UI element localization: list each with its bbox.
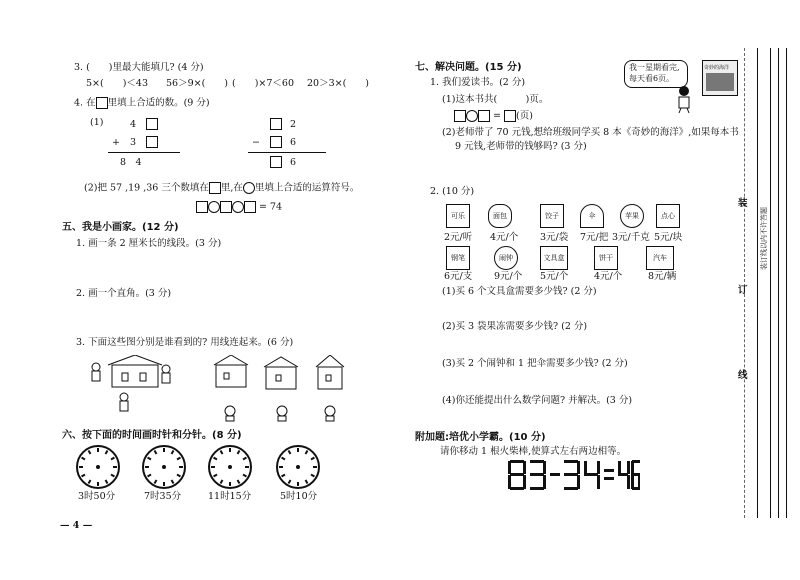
sec7-q1-2a: (2)老师带了 70 元钱,想给班级同学买 8 本《奇妙的海洋》,如果每本书: [442, 127, 739, 138]
binding-char-1: 装: [738, 198, 748, 209]
pencil-case-icon: 文具盒: [540, 246, 568, 270]
section-5-title: 五、我是小画家。(12 分): [62, 222, 179, 233]
observation-pictures: [88, 355, 388, 425]
calc1-row1: 4: [130, 119, 137, 130]
calc2-rule: [248, 152, 326, 153]
price-row2-5: 8元/辆: [648, 271, 677, 282]
cut-line: [744, 48, 746, 518]
biscuit-icon: 饼干: [594, 246, 618, 270]
sec7-q2: 2. (10 分): [430, 186, 475, 197]
sec7-q1: 1. 我们爱读书。(2 分): [430, 77, 526, 88]
calc2-row1: 2: [290, 119, 297, 130]
section-6-title: 六、按下面的时间画时针和分针。(8 分): [62, 430, 242, 441]
calc1-result: 8 4: [120, 157, 142, 168]
binding-line-2: [770, 48, 771, 518]
child-head-icon: [325, 406, 335, 421]
calc2-box3[interactable]: [270, 156, 282, 168]
binding-note: 装订线以内不许答题: [760, 207, 768, 270]
extra-line: 请你移动 1 根火柴棒,使算式左右两边相等。: [440, 446, 627, 457]
section-7-title: 七、解决问题。(15 分): [415, 62, 522, 73]
child-head-icon: [225, 406, 235, 421]
apple-icon: 苹果: [620, 204, 644, 228]
calc2-box1[interactable]: [270, 118, 282, 130]
binding-line-1: [757, 48, 758, 518]
umbrella-icon: 伞: [580, 204, 604, 228]
sec7-q2-sub1: (1)买 6 个文具盒需要多少钱? (2 分): [442, 286, 597, 297]
reading-child-icon: [672, 84, 698, 114]
q3-item-b: 56＞9×( ): [166, 78, 229, 89]
q4-line: 4. 在 里填上合适的数。(9 分): [74, 97, 210, 109]
binding-char-3: 线: [738, 370, 748, 381]
clock-label-2: 7时35分: [144, 491, 182, 502]
bread-icon: 面包: [488, 204, 512, 228]
answer-box[interactable]: [96, 97, 108, 109]
sec7-q1-2b: 9 元钱,老师带的钱够吗? (3 分): [455, 141, 587, 152]
child-figure-icon: [92, 363, 100, 381]
binding-line-4: [786, 48, 787, 518]
pen-icon: 钢笔: [446, 246, 470, 270]
calc1-box2[interactable]: [146, 136, 158, 148]
calc1-op: +: [112, 137, 120, 148]
house-icon: [108, 355, 162, 387]
matchstick-equation[interactable]: [508, 460, 640, 490]
calc2-result: 6: [290, 157, 297, 168]
clock-label-1: 3时50分: [78, 491, 116, 502]
clock-face-4[interactable]: [276, 445, 320, 489]
box-symbol: [209, 182, 221, 194]
dumpling-bag-icon: 饺子: [540, 204, 564, 228]
sec7-q1-1: (1)这本书共( )页。: [442, 94, 549, 105]
clock-face-3[interactable]: [208, 445, 252, 489]
child-figure-icon: [120, 393, 128, 411]
calc1-rule: [108, 152, 180, 153]
price-row1-1: 2元/听: [444, 232, 473, 243]
page-number: — 4 —: [60, 520, 93, 531]
clock-label-4: 5时10分: [280, 491, 318, 502]
clock-label-3: 11时15分: [208, 491, 252, 502]
calc1-row2: 3: [130, 137, 137, 148]
calc1-box1[interactable]: [146, 118, 158, 130]
price-row2-4: 4元/个: [594, 271, 623, 282]
alarm-clock-icon: 闹钟: [494, 246, 518, 270]
clock-face-1[interactable]: [76, 445, 120, 489]
extra-title: 附加题:培优小学霸。(10 分): [415, 432, 546, 443]
child-head-icon: [277, 406, 287, 421]
house-view-b-icon: [264, 357, 298, 389]
price-row1-5: 3元/千克: [612, 232, 650, 243]
price-row1-3: 3元/袋: [540, 232, 569, 243]
price-row1-2: 4元/个: [490, 232, 519, 243]
sec7-q2-sub4: (4)你还能提出什么数学问题? 并解决。(3 分): [442, 395, 633, 406]
toy-car-icon: 汽车: [646, 246, 674, 270]
price-row1-4: 7元/把: [580, 232, 609, 243]
calc2-row2: 6: [290, 137, 297, 148]
vertical-calc-2: [248, 117, 328, 173]
book-cover-image: 奇妙的海洋: [702, 60, 738, 96]
sec7-q2-sub3: (3)买 2 个闹钟和 1 把伞需要多少钱? (2 分): [442, 358, 628, 369]
q3-line: 3. ( )里最大能填几? (4 分): [74, 62, 204, 73]
vertical-calc-1: [108, 117, 188, 173]
sec7-q2-sub2: (2)买 3 袋果冻需要多少钱? (2 分): [442, 321, 588, 332]
binding-char-2: 订: [738, 285, 748, 296]
price-row2-1: 6元/支: [444, 271, 473, 282]
price-row2-2: 9元/个: [494, 271, 523, 282]
q3-item-c: ( )×7＜60: [232, 78, 295, 89]
calc2-box2[interactable]: [270, 136, 282, 148]
q3-item-d: 20＞3×( ): [307, 78, 370, 89]
speech-bubble: 我一星期看完, 每天看6页。: [624, 60, 688, 88]
price-row2-3: 5元/个: [540, 271, 569, 282]
clock-face-2[interactable]: [142, 445, 186, 489]
house-view-c-icon: [316, 355, 344, 389]
sec5-q2: 2. 画一个直角。(3 分): [76, 288, 172, 299]
cola-icon: 可乐: [446, 204, 470, 228]
sec5-q1: 1. 画一条 2 厘米长的线段。(3 分): [76, 238, 222, 249]
q4-sub2: (2)把 57 ,19 ,36 三个数填在 里,在 里填上合适的运算符号。: [84, 182, 360, 194]
circle-symbol: [243, 182, 255, 194]
binding-line-3: [778, 48, 779, 518]
house-view-a-icon: [214, 355, 248, 387]
q4-equation: = 74: [196, 201, 282, 214]
sec5-q3: 3. 下面这些图分别是谁看到的? 用线连起来。(6 分): [76, 337, 294, 348]
snack-box-icon: 点心: [656, 204, 680, 228]
price-row1-6: 5元/块: [654, 232, 683, 243]
q3-item-a: 5×( )＜43: [86, 78, 149, 89]
q4-sub1-label: (1): [90, 117, 104, 128]
sec7-q1-equation: = (页): [454, 110, 533, 123]
child-figure-icon: [162, 365, 170, 383]
calc2-op: −: [252, 137, 260, 148]
